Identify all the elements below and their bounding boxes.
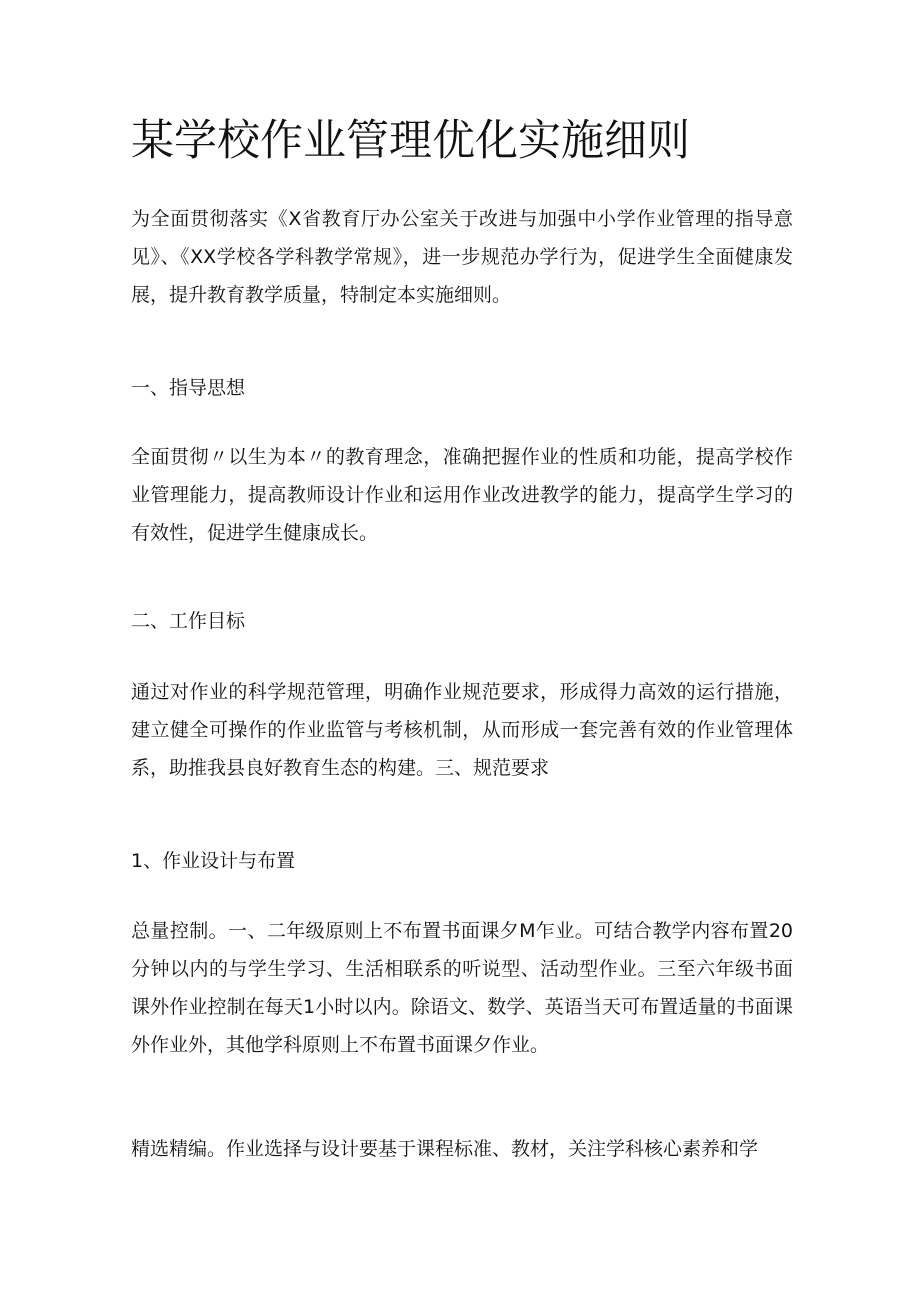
- intro-paragraph: 为全面贯彻落实《X省教育厅办公室关于改进与加强中小学作业管理的指导意见》、《XX学校各学科教学常规》，进一步规范办学行为，促进学生全面健康发展，提升教育教学质量，特制定本实施细则。: [131, 208, 793, 306]
- selection-paragraph: 精选精编。作业选择与设计要基于课程标准、教材，关注学科核心素养和学: [131, 1138, 759, 1160]
- work-goals-paragraph: 通过对作业的科学规范管理，明确作业规范要求，形成得力高效的运行措施，建立健全可操作的作业监管与考核机制，从而形成一套完善有效的作业管理体系，助推我县良好教育生态的构建。三、规范要求: [131, 681, 793, 779]
- subsection-heading-homework-design: 1、作业设计与布置: [131, 850, 296, 872]
- section-heading-work-goals: 二、工作目标: [131, 610, 246, 632]
- document-title: 某学校作业管理优化实施细则: [131, 116, 690, 166]
- section-heading-guiding-ideology: 一、指导思想: [131, 377, 246, 399]
- guiding-ideology-paragraph: 全面贯彻〃以生为本〃的教育理念，准确把握作业的性质和功能，提高学校作业管理能力，提高教师设计作业和运用作业改进教学的能力，提高学生学习的有效性，促进学生健康成长。: [131, 446, 793, 544]
- total-control-paragraph: 总量控制。一、二年级原则上不布置书面课夕M乍业。可结合教学内容布置20分钟以内的与学生学习、生活相联系的听说型、活动型作业。三至六年级书面课外作业控制在每天1小时以内。除语文、数学、英语当天可布置适量的书面课外作业外，其他学科原则上不布置书面课夕作业。: [131, 920, 793, 1056]
